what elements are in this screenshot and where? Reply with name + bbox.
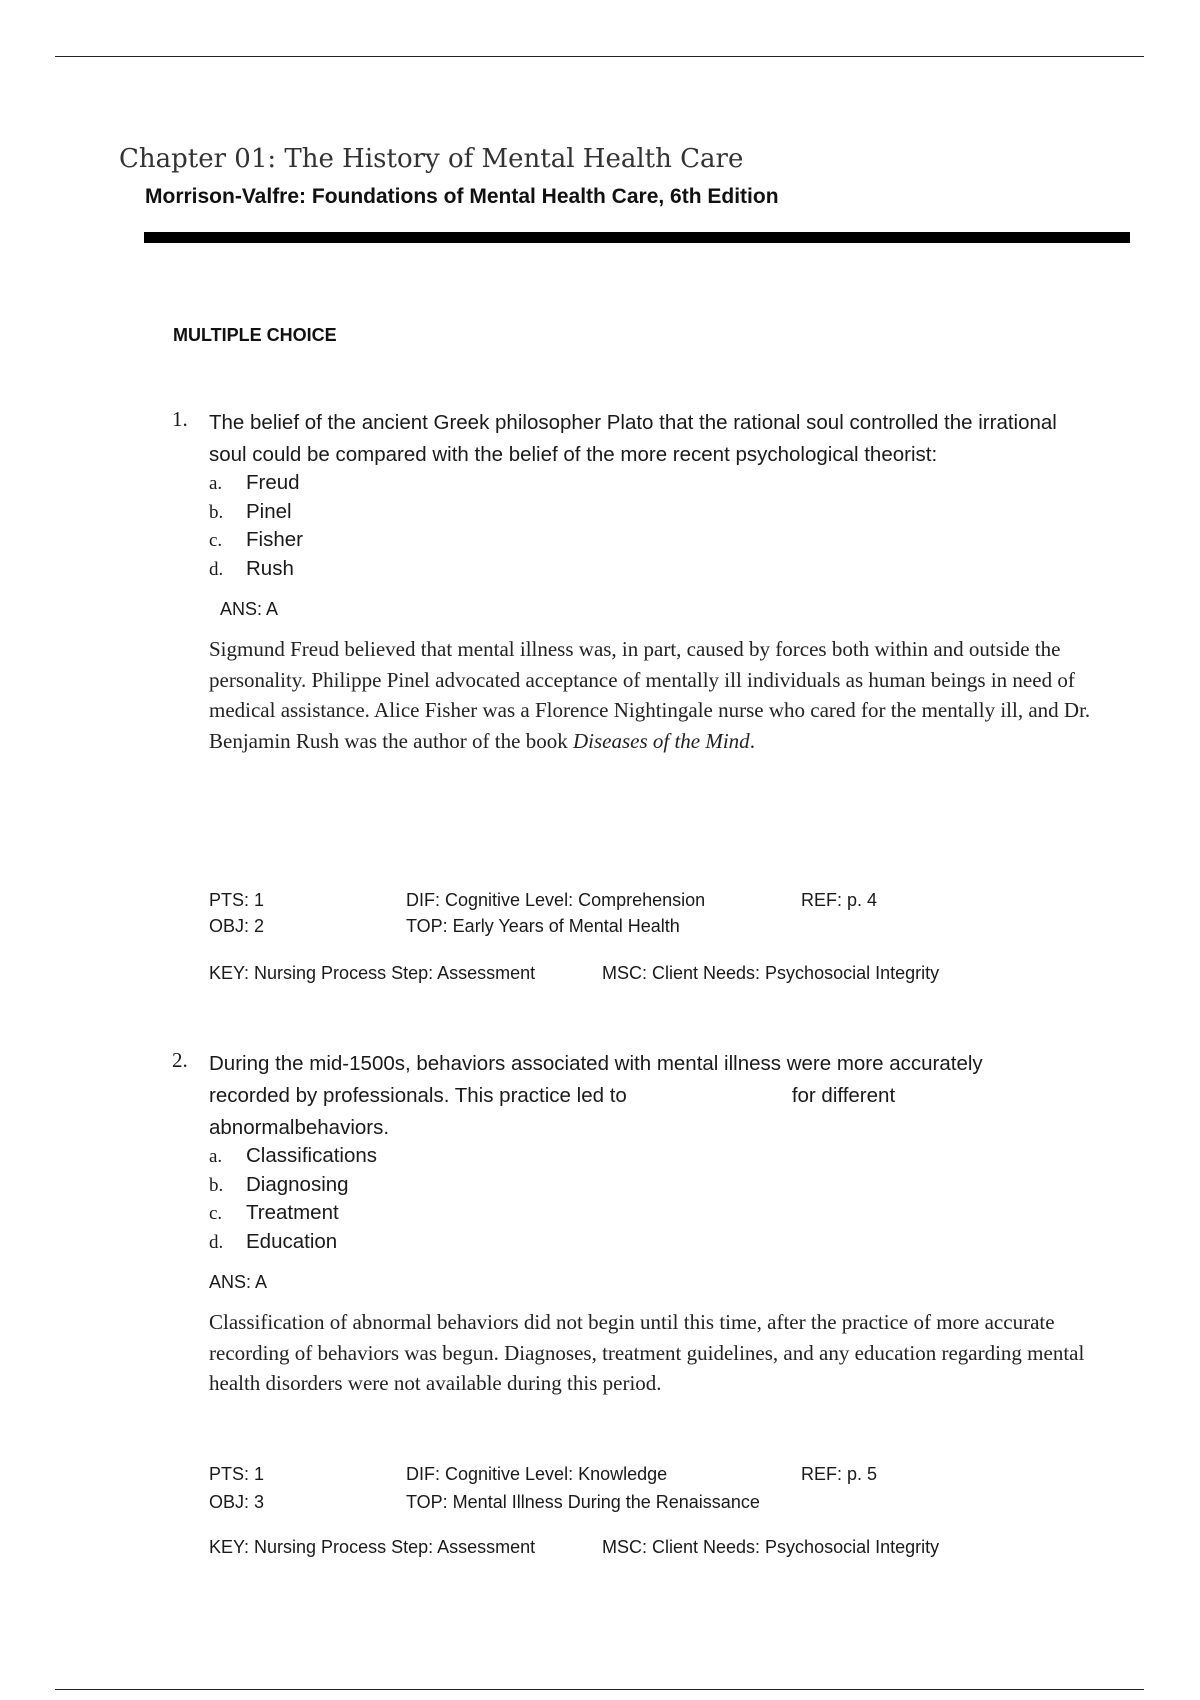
option-text: Rush [246, 556, 294, 580]
option-letter: b. [209, 501, 224, 523]
objective: OBJ: 2 [209, 916, 265, 936]
difficulty: DIF: Cognitive Level: Knowledge [406, 1464, 668, 1484]
question-1-metadata [172, 890, 1132, 1000]
option-d [209, 557, 1132, 586]
stem-part-2: for different abnormalbehaviors. [209, 1084, 896, 1139]
answer-key: ANS: A [220, 599, 279, 619]
option-a [209, 471, 1132, 500]
header-divider [144, 232, 1130, 243]
option-c [209, 1201, 1132, 1230]
option-a [209, 1144, 1132, 1173]
question-2 [172, 1048, 1132, 1399]
stem-part-1: During the mid-1500s, behaviors associated with mental illness were more accurately recorded by professionals. This practice led to [209, 1052, 983, 1107]
question-stem [209, 1048, 1069, 1144]
page-reference: REF: p. 4 [801, 890, 878, 910]
option-letter: d. [209, 558, 224, 580]
option-list [209, 1144, 1132, 1258]
objective: OBJ: 3 [209, 1492, 265, 1512]
option-d [209, 1230, 1132, 1259]
option-letter: a. [209, 473, 223, 494]
option-c [209, 528, 1132, 557]
difficulty: DIF: Cognitive Level: Comprehension [406, 890, 706, 910]
option-letter: b. [209, 1174, 224, 1196]
option-letter: c. [209, 1203, 223, 1224]
question-stem: The belief of the ancient Greek philosopher Plato that the rational soul controlled the irrational soul could be compared with the belief of the more recent psychological theorist: [209, 411, 1057, 466]
rationale-end: . [749, 728, 755, 753]
option-text: Treatment [246, 1201, 339, 1224]
option-letter: a. [209, 1146, 223, 1167]
option-b [209, 1173, 1132, 1202]
answer-key: ANS: A [209, 1272, 268, 1292]
option-text: Diagnosing [246, 1172, 349, 1196]
points: PTS: 1 [209, 890, 265, 910]
question-number: 2. [172, 1048, 188, 1072]
topic: TOP: Mental Illness During the Renaissance [406, 1492, 760, 1512]
points: PTS: 1 [209, 1464, 265, 1484]
option-letter: c. [209, 530, 223, 551]
question-2-metadata [172, 1464, 1132, 1574]
book-title-reference: Diseases of the Mind [572, 728, 750, 753]
option-text: Fisher [246, 528, 303, 551]
key: KEY: Nursing Process Step: Assessment [209, 963, 536, 983]
page-reference: REF: p. 5 [801, 1464, 878, 1484]
rationale-text: Sigmund Freud believed that mental illness was, in part, caused by forces both within and outside the personality. Philippe Pinel advocated acceptance of mentally ill individuals as human beings in need of medical assistance. Alice Fisher was a Florence Nightingale nurse who cared for the mentally ill, and Dr. Benjamin Rush was the author of the book [209, 637, 1091, 753]
rationale: Classification of abnormal behaviors did not begin until this time, after the practice of more accurate recording of behaviors was begun. Diagnoses, treatment guidelines, and any education regarding mental health disorders were not available during this period. [209, 1310, 1085, 1395]
option-text: Classifications [246, 1144, 378, 1167]
topic: TOP: Early Years of Mental Health [406, 916, 680, 936]
chapter-title: Chapter 01: The History of Mental Health Care [119, 144, 744, 174]
option-b [209, 500, 1132, 529]
question-number: 1. [172, 407, 188, 431]
rationale [209, 634, 1119, 756]
question-1 [172, 407, 1132, 756]
option-letter: d. [209, 1231, 224, 1253]
bottom-rule [55, 1689, 1144, 1690]
option-list [209, 471, 1132, 585]
client-needs: MSC: Client Needs: Psychosocial Integrity [602, 1537, 940, 1557]
option-text: Pinel [246, 499, 292, 523]
top-rule [55, 56, 1144, 57]
option-text: Freud [246, 471, 300, 494]
client-needs: MSC: Client Needs: Psychosocial Integrity [602, 963, 940, 983]
key: KEY: Nursing Process Step: Assessment [209, 1537, 536, 1557]
section-heading: MULTIPLE CHOICE [173, 325, 337, 345]
option-text: Education [246, 1229, 338, 1253]
book-title: Morrison-Valfre: Foundations of Mental Health Care, 6th Edition [145, 185, 779, 208]
